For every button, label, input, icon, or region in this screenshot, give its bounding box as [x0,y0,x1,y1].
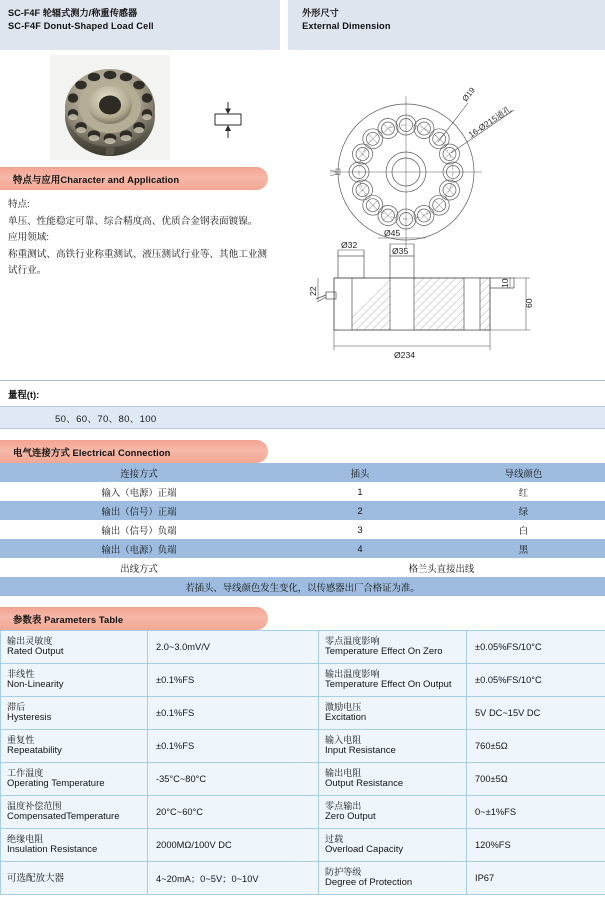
dim-10: 10 [500,278,510,288]
param-label-en: Excitation [325,711,367,723]
outlet-value: 格兰头直接出线 [278,558,605,577]
cell-connection: 输出（电源）负端 [0,539,278,558]
table-row [1,730,605,763]
dim-d32: Ø32 [341,240,358,250]
param-label-cn: 绝缘电阻 [7,834,44,845]
param-label-cn: 过载 [325,834,344,845]
product-title-en: SC-F4F Donut-Shaped Load Cell [8,21,154,31]
param-label-en: Hysteresis [7,711,52,723]
dim-60: 60 [524,298,534,308]
cell-color: 绿 [442,501,605,520]
param-label [319,829,467,862]
param-value: 700±5Ω [467,763,605,796]
param-label-en: Non-Linearity [7,678,64,690]
param-label [1,697,148,730]
product-title-panel [0,0,280,50]
note-row [0,577,605,596]
load-cell-illustration [55,58,165,158]
param-value: ±0.1%FS [148,730,319,763]
electrical-banner [0,440,268,463]
dimension-drawing-svg [286,50,605,380]
features-label: 特点: [8,199,30,210]
param-label-cn: 激励电压 [325,702,362,713]
cell-connection: 输入（电源）正端 [0,482,278,501]
features-banner [0,167,268,190]
param-label-en: Output Resistance [325,777,404,789]
ann-holes-count: 16-Ø215通孔 [466,103,514,140]
outlet-label: 出线方式 [0,558,278,577]
param-label-en: Zero Output [325,810,376,822]
param-label-en: Repeatability [7,744,62,756]
application-text: 称重测试、高铁行业称重测试、液压测试行业等、其他工业测试行业。 [8,248,268,276]
left-column [0,50,286,380]
param-label [319,796,467,829]
param-label-cn: 输出灵敏度 [7,636,53,647]
table-row [1,631,605,664]
technical-drawing [286,50,605,380]
param-value: -35°C~80°C [148,763,319,796]
param-label [1,862,148,895]
outlet-row [0,558,605,577]
param-label-cn: 零点输出 [325,801,362,812]
param-value: ±0.1%FS [148,664,319,697]
param-label-cn: 输出温度影响 [325,669,380,680]
param-value: ±0.05%FS/10°C [467,631,605,664]
param-label-en: Degree of Protection [325,876,413,888]
page-body [0,50,605,380]
dimension-title-cn: 外形尺寸 [302,8,339,18]
param-value: 20°C~60°C [148,796,319,829]
parameters-banner [0,607,268,630]
param-label-en: Temperature Effect On Output [325,678,452,690]
features-banner-label: 特点与应用Character and Application [13,173,180,185]
table-row [0,539,605,558]
range-title: 量程(t): [8,389,40,400]
param-label [319,763,467,796]
dim-d45: Ø45 [384,228,401,238]
page-header [0,0,605,50]
cell-plug: 1 [278,482,442,501]
param-label-cn: 防护等级 [325,867,362,878]
electrical-banner-label: 电气连接方式 Electrical Connection [13,446,171,458]
section-view [316,244,514,330]
param-value: ±0.1%FS [148,697,319,730]
param-label-en: Insulation Resistance [7,843,98,855]
product-title-cn: SC-F4F 轮辐式测力/称重传感器 [8,8,138,18]
param-label-en: Operating Temperature [7,777,105,789]
table-row [1,829,605,862]
col-header-connection: 连接方式 [0,463,278,482]
cell-color: 黑 [442,539,605,558]
param-label-en: Temperature Effect On Zero [325,645,443,657]
param-value: ±0.05%FS/10°C [467,664,605,697]
product-photo-area [0,50,286,165]
param-label-cn: 温度补偿范围 [7,801,62,812]
table-header-row [0,463,605,482]
param-value: IP67 [467,862,605,895]
table-row [0,520,605,539]
cell-color: 白 [442,520,605,539]
param-label-en: Overload Capacity [325,843,404,855]
param-label-en: Input Resistance [325,744,396,756]
param-label [319,730,467,763]
range-values: 50、60、70、80、100 [0,406,605,429]
features-body [0,190,286,280]
param-label-cn: 工作温度 [7,768,44,779]
param-label-cn: 滞后 [7,702,26,713]
dimension-title-panel [288,0,605,50]
electrical-note: 若插头、导线颜色发生变化，以传感器出厂合格证为准。 [0,577,605,596]
dim-d234: Ø234 [394,350,416,360]
param-label [319,631,467,664]
table-row [1,862,605,895]
param-value: 2000MΩ/100V DC [148,829,319,862]
param-label [319,697,467,730]
param-value: 4~20mA；0~5V；0~10V [148,862,319,895]
cell-connection: 输出（信号）正端 [0,501,278,520]
product-photo [50,55,170,160]
param-label-cn: 零点温度影响 [325,636,380,647]
param-value: 760±5Ω [467,730,605,763]
param-label-cn: 输入电阻 [325,735,362,746]
table-row [0,482,605,501]
table-row [0,501,605,520]
col-header-wire-color: 导线颜色 [442,463,605,482]
param-value: 2.0~3.0mV/V [148,631,319,664]
table-row [1,796,605,829]
param-value: 0~±1%FS [467,796,605,829]
table-row [1,763,605,796]
cell-plug: 3 [278,520,442,539]
param-label [1,796,148,829]
param-label [1,730,148,763]
ann-hole-diameter: Ø19 [460,85,477,104]
dim-22: 22 [308,286,318,296]
param-value: 120%FS [467,829,605,862]
param-label-cn: 可选配放大器 [7,872,65,884]
dimension-title-en: External Dimension [302,21,391,31]
cell-connection: 输出（信号）负端 [0,520,278,539]
param-label [319,664,467,697]
parameters-table [0,630,605,895]
force-direction-diagram [205,100,251,140]
param-label-cn: 输出电阻 [325,768,362,779]
table-row [1,664,605,697]
cell-plug: 4 [278,539,442,558]
param-label-en: CompensatedTemperature [7,810,120,822]
param-label [1,763,148,796]
table-row [1,697,605,730]
param-label [1,829,148,862]
cell-color: 红 [442,482,605,501]
dim-d35: Ø35 [392,246,409,256]
cell-plug: 2 [278,501,442,520]
features-text: 单压、性能稳定可靠、综合精度高、优质合金钢表面镀镍。 [8,215,258,227]
param-value: 5V DC~15V DC [467,697,605,730]
electrical-connection-table [0,463,605,596]
param-label [319,862,467,895]
param-label-en: Rated Output [7,645,64,657]
parameters-banner-label: 参数表 Parameters Table [13,613,124,625]
param-label-cn: 重复性 [7,735,35,746]
param-label-cn: 非线性 [7,669,35,680]
col-header-plug: 插头 [278,463,442,482]
application-label: 应用领域: [8,232,50,243]
right-column [286,50,605,380]
param-label [1,631,148,664]
param-label [1,664,148,697]
